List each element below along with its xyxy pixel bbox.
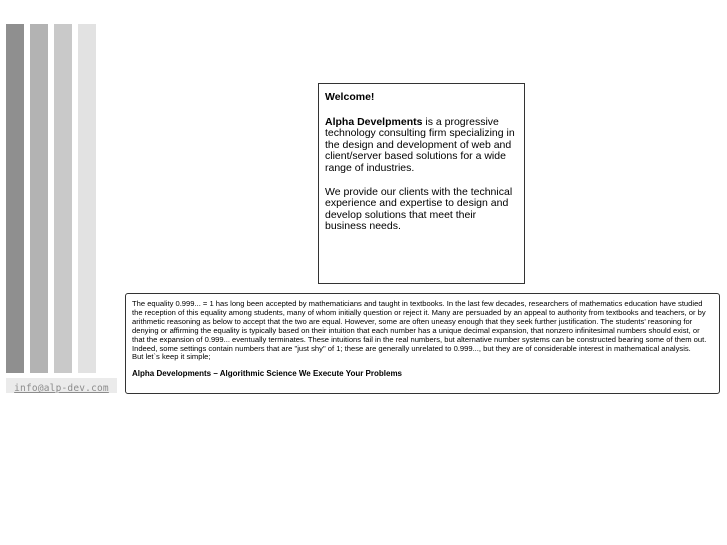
decorative-bar-dark	[6, 24, 24, 373]
info-body-text: The equality 0.999... = 1 has long been accepted by mathematicians and taught in textbooks. In the last few decades, researchers of mathematics education have studied the reception of this equality among students, many of whom initially question or reject it. Many are persuaded by an appeal to authority from textbooks and teachers, or by arithmetic reasoning as below to accept that the two are equal. However, some are often uneasy enough that they seek further justification. The students' reasoning for denying or affirming the equality is typically based on their intuition that each number has a unique decimal expansion, that nonzero infinitesimal numbers should exist, or that the expansion of 0.999... eventually terminates. These intuitions fail in the real numbers, but alternative number systems can be constructed bearing some of them out. Indeed, some settings contain numbers that are "just shy" of 1; these are generally unrelated to 0.999..., but they are of considerable interest in mathematical analysis.	[132, 299, 707, 353]
welcome-box	[318, 83, 525, 284]
company-tagline: Alpha Developments – Algorithmic Science We Execute Your Problems	[132, 369, 403, 379]
info-box	[125, 293, 720, 394]
decorative-bar-light	[54, 24, 72, 373]
decorative-bar-medium	[30, 24, 48, 373]
company-name: Alpha Develpments	[325, 115, 423, 128]
info-simple-line: But let`s keep it simple;	[132, 352, 211, 362]
welcome-intro-text: is a progressive technology consulting firm specializing in the design and development of web and client/server based solutions for a wide range of industries.	[325, 115, 515, 174]
welcome-intro	[325, 117, 518, 175]
email-link[interactable]: info@alp-dev.com	[14, 383, 109, 394]
decorative-bar-lightest	[78, 24, 96, 373]
welcome-title: Welcome!	[325, 91, 375, 103]
email-strip	[6, 378, 117, 393]
welcome-paragraph-2: We provide our clients with the technical experience and expertise to design and develop solutions that meet their business needs.	[325, 185, 513, 233]
